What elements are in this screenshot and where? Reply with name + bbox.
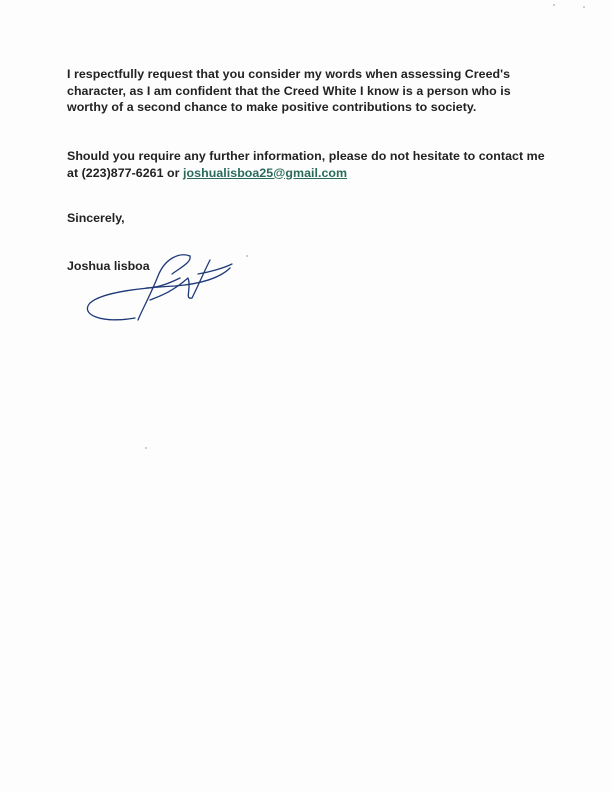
paragraph-contact: [67, 148, 567, 181]
scan-speck: [553, 4, 555, 6]
paragraph-line: I respectfully request that you consider my words when assessing Creed's: [67, 67, 511, 81]
email-link[interactable]: joshualisboa25@gmail.com: [183, 165, 348, 180]
phone-text: at (223)877-6261 or: [67, 165, 184, 180]
paragraph-line: character, as I am confident that the Creed White I know is a person who is: [67, 83, 511, 98]
signer-name: Joshua lisboa: [67, 259, 150, 273]
paragraph-request: [67, 66, 567, 116]
paragraph-line: Should you require any further information, please do not hesitate to contact me: [67, 149, 545, 163]
paragraph-line: worthy of a second chance to make positive contributions to society.: [67, 100, 477, 114]
scan-speck: [246, 255, 248, 257]
scan-speck: [583, 6, 585, 8]
handwritten-signature: [80, 248, 240, 328]
scan-speck: [145, 447, 147, 449]
closing-salutation: Sincerely,: [67, 211, 125, 225]
paragraph-line-contact: [67, 165, 567, 182]
